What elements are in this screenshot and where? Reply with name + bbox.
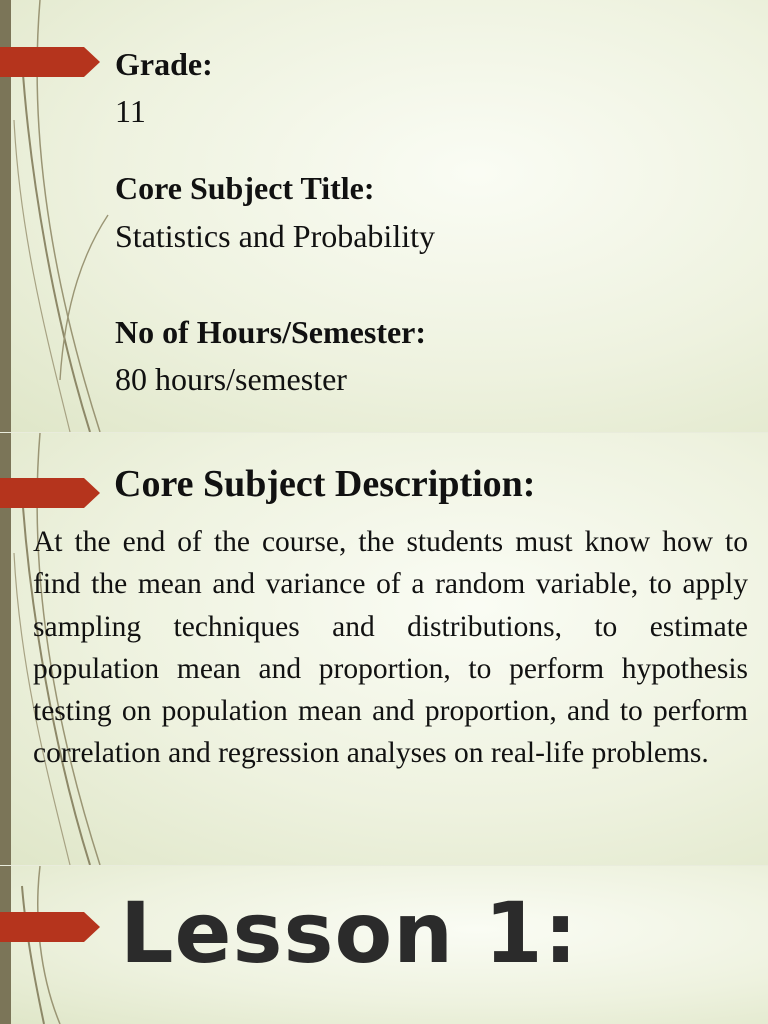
arrow-bullet-icon <box>0 912 100 942</box>
arrow-bullet-icon <box>0 478 100 508</box>
subject-label: Core Subject Title: <box>115 170 375 206</box>
arrow-bullet-icon <box>0 47 100 77</box>
hours-label: No of Hours/Semester: <box>115 314 427 350</box>
slide-lesson <box>0 866 768 1024</box>
lesson-title: Lesson 1: <box>120 884 579 982</box>
subject-value: Statistics and Probability <box>115 218 435 254</box>
hours-value: 80 hours/semester <box>115 361 347 397</box>
grade-label: Grade: <box>115 46 213 82</box>
decorative-curves <box>0 866 110 1024</box>
description-body: At the end of the course, the students must know how to find the mean and variance of a random variable, to apply sampling techniques and distributions, to estimate population mean and proportion, to perform hypothesis testing on population mean and proportion, and to perform correlation and regression analyses on real-life problems. <box>33 526 748 770</box>
slide-course-info <box>0 0 768 432</box>
description-heading: Core Subject Description: <box>114 463 536 505</box>
grade-value: 11 <box>115 93 146 129</box>
slide-description <box>0 433 768 865</box>
